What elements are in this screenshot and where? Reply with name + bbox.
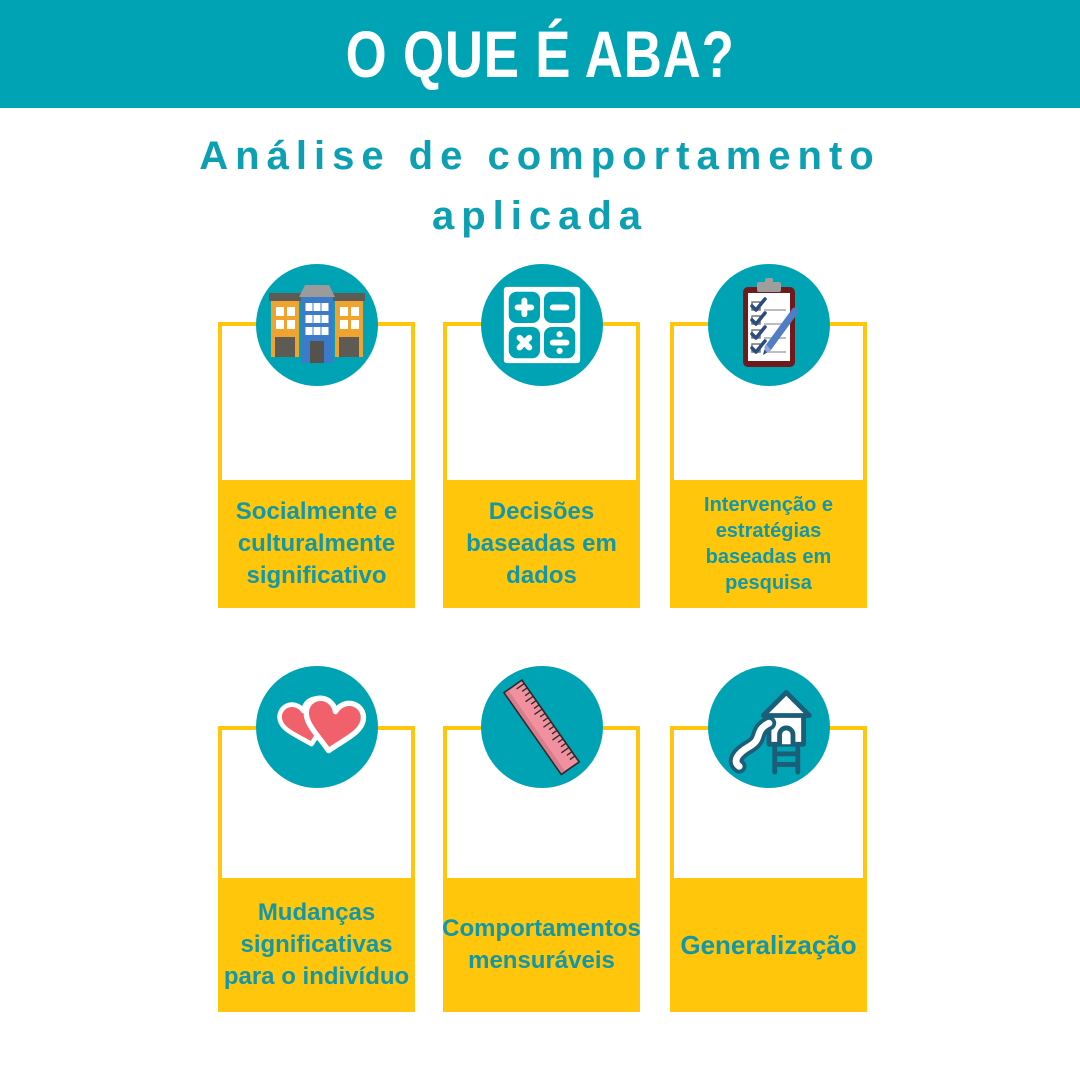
hearts-icon [256, 666, 378, 788]
card-mudancas [218, 726, 415, 1012]
card-label: Mudanças significativas para o indivíduo [218, 878, 415, 1012]
card-generalizacao [670, 726, 867, 1012]
card-intervencao [670, 322, 867, 608]
card-label: Comportamentos mensuráveis [443, 878, 640, 1012]
card-label: Decisões baseadas em dados [443, 480, 640, 608]
building-icon [256, 264, 378, 386]
card-label: Intervenção e estratégias baseadas em pesquisa [670, 480, 867, 608]
playground-icon [708, 666, 830, 788]
calculator-icon [481, 264, 603, 386]
card-label: Socialmente e culturalmente significativo [218, 480, 415, 608]
checklist-icon [708, 264, 830, 386]
card-socialmente [218, 322, 415, 608]
title-banner [0, 0, 1080, 108]
card-comportamentos [443, 726, 640, 1012]
subtitle-line1: Análise de comportamento [199, 134, 881, 178]
subtitle [0, 126, 1080, 246]
card-label: Generalização [670, 878, 867, 1012]
subtitle-line2: aplicada [431, 194, 649, 238]
page-title: O QUE É ABA? [345, 17, 735, 91]
card-decisoes [443, 322, 640, 608]
ruler-icon [481, 666, 603, 788]
